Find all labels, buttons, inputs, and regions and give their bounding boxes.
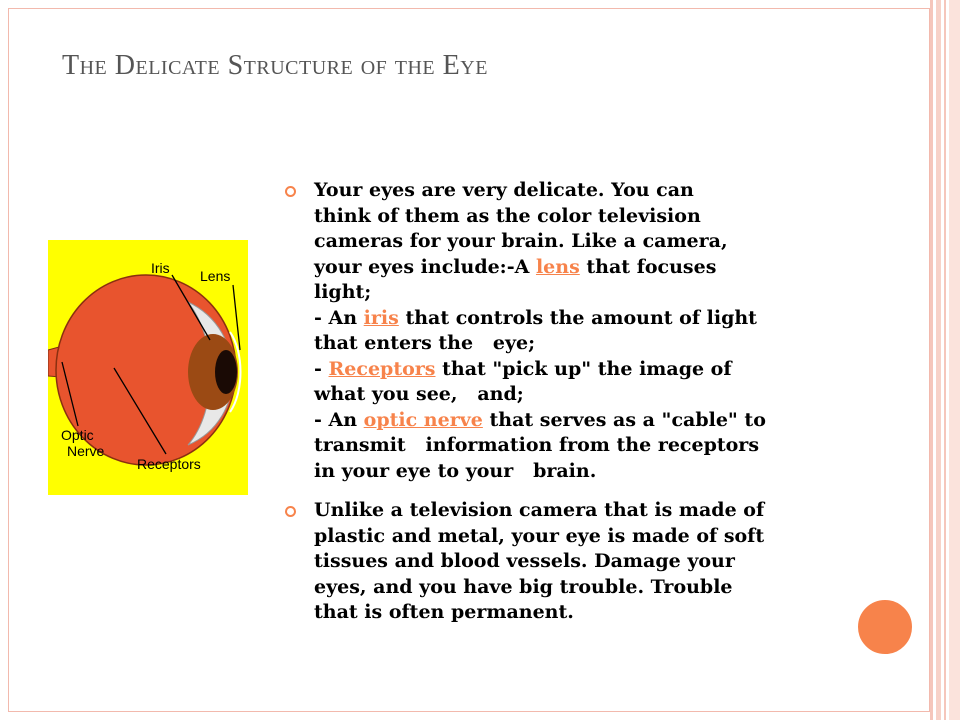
bullet-text-line [314, 178, 905, 204]
bullet-text-line [314, 549, 905, 575]
hyperlink-receptors[interactable]: Receptors [328, 357, 436, 380]
optic-nerve-label-line1: Optic [61, 427, 94, 443]
text-segment: - An [314, 408, 364, 431]
decorative-stripe [936, 0, 941, 720]
text-segment: transmit information from the receptors [314, 434, 760, 456]
bullet-circle-icon [285, 506, 296, 517]
bullet-list [285, 178, 905, 640]
text-segment: that is often permanent. [314, 601, 574, 623]
slide-title: The Delicate Structure of the Eye [62, 50, 488, 81]
bullet-text-line [314, 408, 905, 434]
text-segment: your eyes include:-A [314, 255, 536, 278]
text-segment: - [314, 357, 329, 380]
bullet-text-line [314, 498, 905, 524]
bullet-text-line [314, 600, 905, 626]
text-segment: Your eyes are very delicate. You can [314, 179, 694, 201]
lens-label: Lens [200, 268, 231, 284]
bullet-text-line [314, 459, 905, 485]
bullet-text-line [314, 433, 905, 459]
bullet-text-line [314, 357, 905, 383]
hyperlink-optic-nerve[interactable]: optic nerve [363, 408, 483, 431]
hyperlink-lens[interactable]: lens [535, 255, 580, 278]
text-segment: light; [314, 281, 372, 303]
optic-nerve-label-line2: Nerve [67, 443, 105, 459]
decorative-stripe [944, 0, 946, 720]
text-segment: think of them as the color television [314, 204, 701, 227]
text-segment: in your eye to your brain. [314, 459, 597, 482]
bullet-text-line [314, 382, 905, 408]
text-segment: tissues and blood vessels. Damage your [314, 550, 735, 572]
text-segment: Unlike a television camera that is made of [314, 499, 765, 521]
decorative-stripe [930, 0, 933, 720]
bullet-text-line [314, 204, 905, 230]
bullet-text-line [314, 280, 905, 306]
pupil-shape [215, 350, 237, 394]
receptors-label: Receptors [137, 456, 201, 472]
bullet-text-line [314, 331, 905, 357]
text-segment: that enters the eye; [314, 332, 536, 354]
bullet-text-line [314, 306, 905, 332]
bullet-text-line [314, 229, 905, 255]
bullet-item [285, 178, 905, 484]
text-segment: - An [314, 306, 364, 329]
bullet-text-line [314, 255, 905, 281]
bullet-text-line [314, 524, 905, 550]
decorative-stripe [949, 0, 960, 720]
text-segment: plastic and metal, your eye is made of soft [314, 524, 765, 547]
bullet-item [285, 498, 905, 626]
text-segment: eyes, and you have big trouble. Trouble [314, 575, 733, 598]
text-segment: cameras for your brain. Like a camera, [314, 230, 728, 252]
hyperlink-iris[interactable]: iris [363, 306, 399, 329]
text-segment: that "pick up" the image of [435, 357, 732, 380]
text-segment: that controls the amount of light [398, 306, 757, 329]
text-segment: what you see, and; [314, 383, 524, 405]
text-segment: that focuses [579, 255, 717, 278]
iris-label: Iris [151, 260, 170, 276]
eye-diagram-svg [48, 240, 248, 495]
text-segment: that serves as a "cable" to [482, 408, 766, 431]
eye-diagram-image [48, 240, 248, 495]
bullet-text-line [314, 575, 905, 601]
bullet-circle-icon [285, 186, 296, 197]
